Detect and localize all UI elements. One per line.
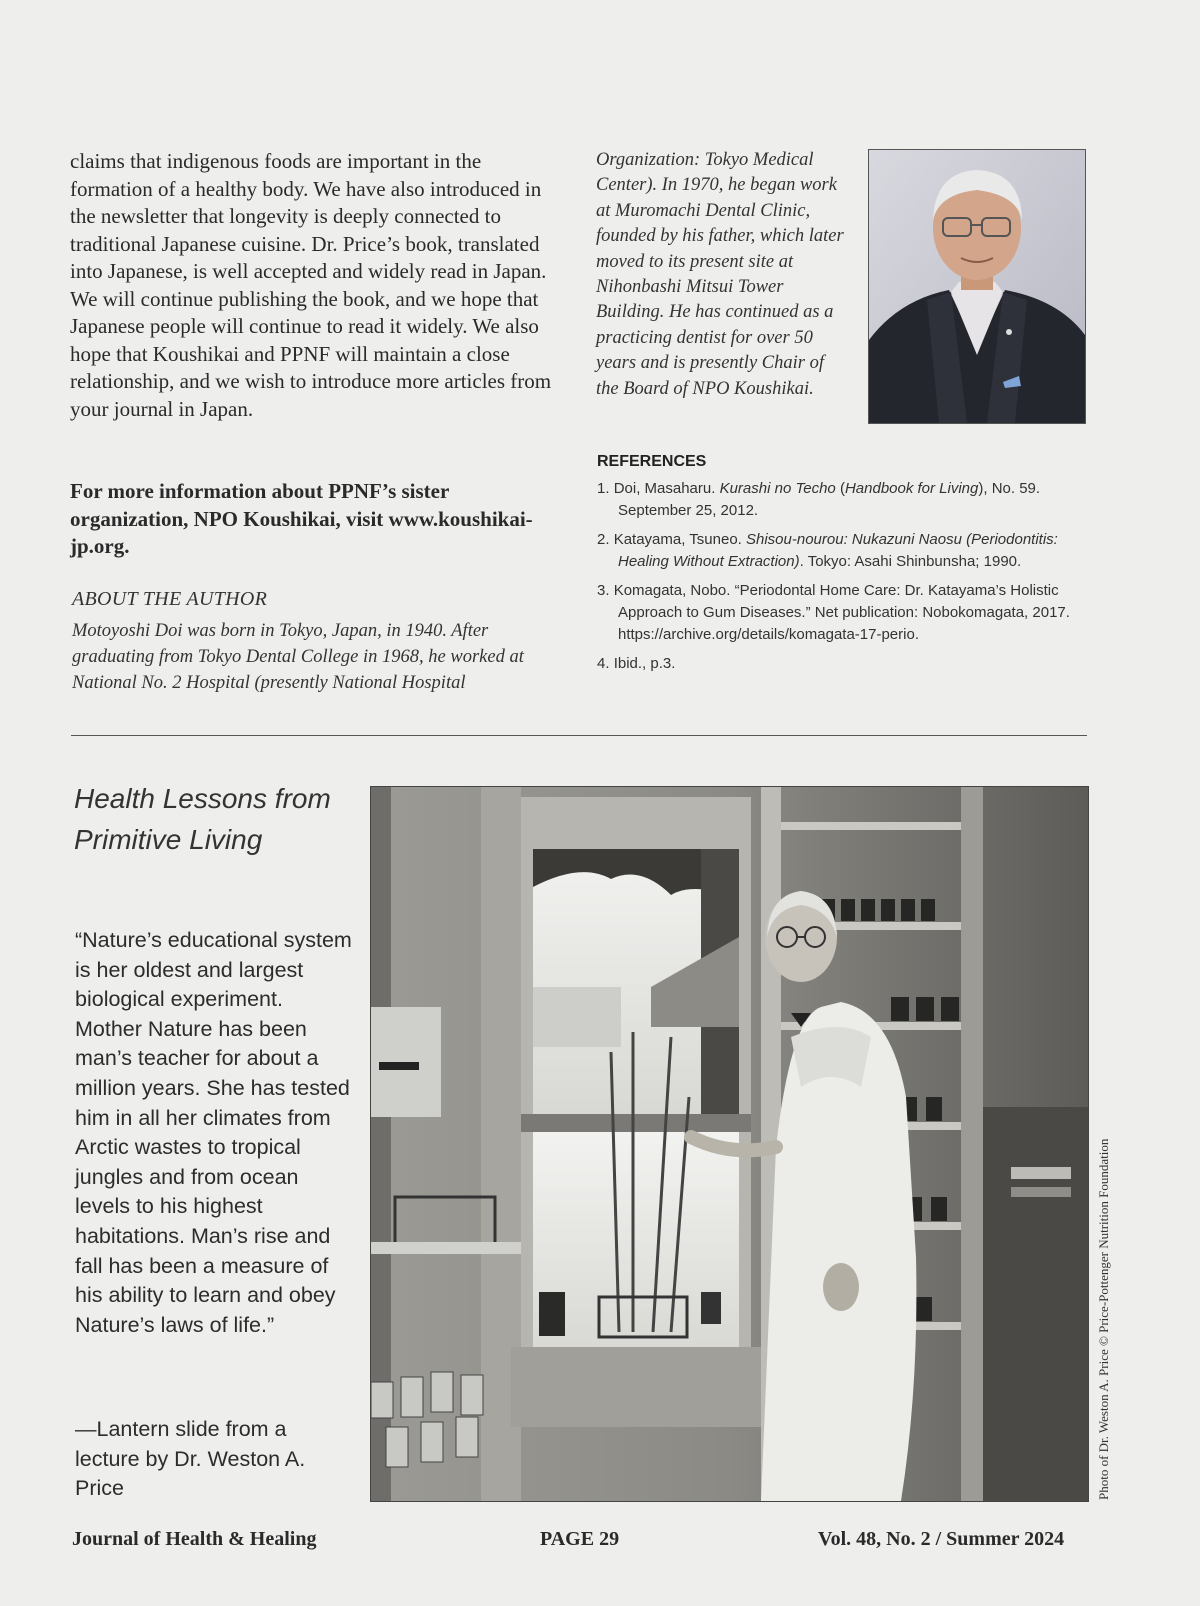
- references-heading: REFERENCES: [597, 453, 707, 470]
- footer-page-number: PAGE 29: [540, 1528, 620, 1550]
- sidebar-title: Health Lessons from Primitive Living: [74, 783, 331, 855]
- footer-journal-name: Journal of Health & Healing: [72, 1528, 317, 1550]
- about-author-bio-part2: Organization: Tokyo Medical Center). In 1970, he began work at Muromachi Dental Clinic, founded by his father, which later moved to its present site at Nihonbashi Mitsui Tower Building. He has continued as a practicing dentist for over 50 years and is presently Chair of the Board of NPO Koushikai.: [596, 150, 844, 399]
- reference-item: 4. Ibid., p.3.: [597, 655, 676, 672]
- quote-attribution: —Lantern slide from a lecture by Dr. Weston A. Price: [75, 1417, 306, 1501]
- references-list: [597, 478, 1085, 682]
- author-portrait: [868, 149, 1086, 424]
- article-body: [70, 148, 556, 423]
- reference-item: 2. Katayama, Tsuneo. Shisou-nourou: Nukazuni Naosu (Periodontitis: Healing Without Extraction). Tokyo: Asahi Shinbunsha; 1990.: [597, 531, 1058, 570]
- author-portrait-illustration: [869, 150, 1085, 423]
- reference-item: 1. Doi, Masaharu. Kurashi no Techo (Handbook for Living), No. 59. September 25, 2012.: [597, 480, 1041, 519]
- body-paragraph: claims that indigenous foods are important in the formation of a healthy body. We have also introduced in the newsletter that longevity is deeply connected to traditional Japanese cuisine. Dr. Price’s book, translated into Japanese, is well accepted and widely read in Japan. We will continue publishing the book, and we hope that Japanese people will continue to read it widely. We also hope that Koushikai and PPNF will maintain a close relationship, and we wish to introduce more articles from your journal in Japan.: [70, 149, 552, 421]
- weston-price-laboratory-illustration: [371, 787, 1088, 1501]
- photo-credit: Photo of Dr. Weston A. Price © Price-Pottenger Nutrition Foundation: [1096, 1138, 1111, 1500]
- reference-item: 3. Komagata, Nobo. “Periodontal Home Care: Dr. Katayama’s Holistic Approach to Gum Diseases.” Net publication: Nobokomagata, 2017. https://archive.org/details/komagata-17-perio.: [597, 582, 1070, 643]
- weston-price-photo: [370, 786, 1089, 1502]
- about-author-bio-part1: Motoyoshi Doi was born in Tokyo, Japan, in 1940. After graduating from Tokyo Dental College in 1968, he worked at National No. 2 Hospital (presently National Hospital: [72, 621, 524, 693]
- price-quote: “Nature’s educational system is her oldest and largest biological experiment. Mother Nature has been man’s teacher for about a million years. She has tested him in all her climates from Arctic wastes to tropical jungles and from ocean levels to his highest habitations. Man’s rise and fall has been a measure of his ability to learn and obey Nature’s laws of life.”: [75, 928, 352, 1337]
- footer-volume: Vol. 48, No. 2 / Summer 2024: [818, 1528, 1065, 1550]
- section-divider: [71, 735, 1087, 736]
- about-author-heading: ABOUT THE AUTHOR: [72, 588, 268, 610]
- more-info-note: For more information about PPNF’s sister organization, NPO Koushikai, visit www.koushikai-jp.org.: [70, 479, 533, 558]
